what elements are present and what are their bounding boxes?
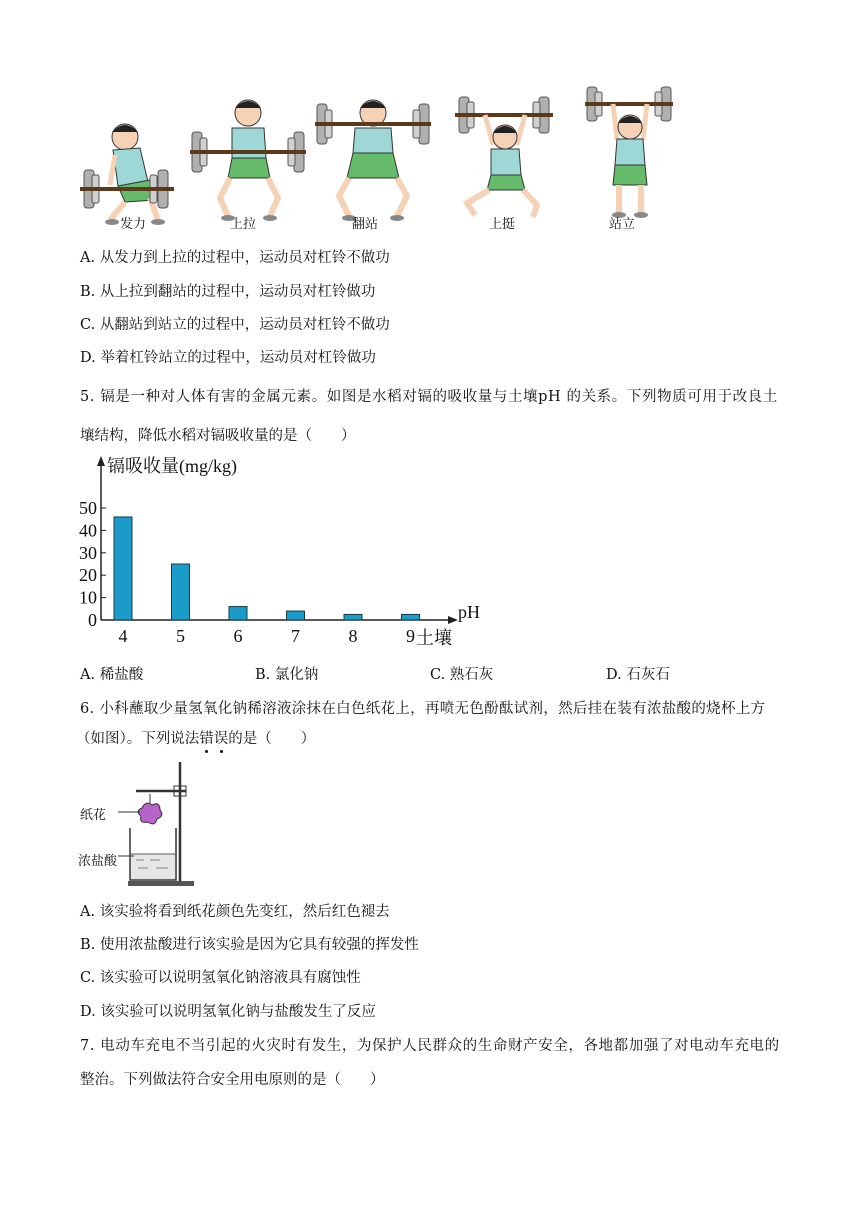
q5-option-a: A. 稀盐酸: [80, 667, 144, 683]
weightlifting-figure: [70, 80, 690, 235]
athlete-clean-pose: [315, 100, 431, 221]
x-tick-label: 9: [406, 626, 415, 646]
x-tick-label: 5: [176, 626, 185, 646]
q4-option-d: D. 举着杠铃站立的过程中，运动员对杠铃做功: [80, 350, 376, 366]
x-axis-subtitle: 土壤: [416, 628, 452, 648]
chart-bars: [114, 517, 420, 620]
stage-label-4: 上挺: [488, 217, 515, 232]
chart-svg: [78, 452, 498, 652]
y-axis-arrow: [97, 456, 105, 466]
q4-option-b: B. 从上拉到翻站的过程中，运动员对杠铃做功: [80, 284, 376, 300]
q7-stem-line1: 7. 电动车充电不当引起的火灾时有发生，为保护人民群众的生命财产安全，各地都加强了对电动车充电的: [80, 1038, 780, 1054]
q6-stem-post: 的是（ ）: [228, 731, 316, 747]
x-tick-label: 6: [233, 626, 243, 646]
y-tick-label: 50: [79, 498, 97, 518]
x-tick-label: 8: [348, 626, 358, 646]
q5-option-c: C. 熟石灰: [430, 667, 494, 683]
stage-label-3: 翻站: [351, 217, 378, 232]
chart-axes: [97, 456, 458, 624]
q5-option-d: D. 石灰石: [606, 667, 670, 683]
label-paper-flower: 纸花: [80, 808, 107, 823]
y-tick-label: 40: [79, 520, 97, 541]
x-axis-arrow: [448, 616, 458, 624]
q6-option-b: B. 使用浓盐酸进行该实验是因为它具有较强的挥发性: [80, 937, 419, 953]
stage-label-5: 站立: [608, 217, 635, 232]
athlete-jerk-pose: [455, 97, 553, 217]
x-tick-label: 7: [291, 626, 300, 646]
cadmium-ph-chart: [78, 452, 498, 652]
q6-option-c: C. 该实验可以说明氢氧化钠溶液具有腐蚀性: [80, 970, 361, 986]
q6-emphasis-text: 错误: [199, 731, 229, 747]
q4-option-a: A. 从发力到上拉的过程中，运动员对杠铃不做功: [80, 250, 390, 266]
y-tick-label: 10: [79, 587, 97, 608]
q6-emphasis-word: [199, 731, 228, 747]
q5-option-b: B. 氯化钠: [255, 667, 319, 683]
athlete-pull-pose: [190, 100, 306, 221]
q6-stem-line1: 6. 小科蘸取少量氢氧化钠稀溶液涂抹在白色纸花上，再喷无色酚酞试剂，然后挂在装有浓盐酸的烧杯上方: [80, 701, 766, 717]
q6-option-a: A. 该实验将看到纸花颜色先变红，然后红色褪去: [80, 904, 390, 920]
bar: [402, 614, 420, 620]
y-tick-label: 0: [88, 610, 97, 630]
q4-option-c: C. 从翻站到站立的过程中，运动员对杠铃不做功: [80, 317, 390, 333]
emphasis-dot: [220, 750, 223, 753]
q6-stem-pre: （如图）。下列说法: [76, 731, 200, 747]
label-concentrated-hcl: 浓盐酸: [78, 854, 118, 869]
bar: [229, 607, 247, 620]
bar: [114, 517, 132, 620]
weightlifting-illustration: [70, 80, 690, 235]
stage-label-2: 上拉: [229, 217, 256, 232]
bar: [287, 611, 305, 620]
emphasis-dot: [205, 750, 208, 753]
y-tick-label: 20: [79, 565, 97, 586]
y-axis-title: 镉吸收量(mg/kg): [107, 456, 237, 476]
x-tick-label: 4: [118, 626, 128, 646]
athlete-stand-pose: [585, 87, 673, 218]
bar: [344, 614, 362, 620]
q5-stem-line1: 5. 镉是一种对人体有害的金属元素。如图是水稻对镉的吸收量与土壤pH 的关系。下列物质可用于改良土: [80, 389, 778, 405]
q6-stem-line2: [76, 727, 315, 748]
y-tick-label: 30: [79, 542, 97, 563]
q7-stem-line2: 整治。下列做法符合安全用电原则的是（ ）: [80, 1072, 385, 1088]
x-axis-title: pH: [458, 602, 480, 622]
bar: [172, 564, 190, 620]
athlete-start-pose: [80, 124, 174, 225]
q6-option-d: D. 该实验可以说明氢氧化钠与盐酸发生了反应: [80, 1004, 376, 1020]
stage-label-1: 发力: [119, 217, 146, 232]
q5-stem-line2: 壤结构，降低水稻对镉吸收量的是（ ）: [80, 428, 356, 444]
